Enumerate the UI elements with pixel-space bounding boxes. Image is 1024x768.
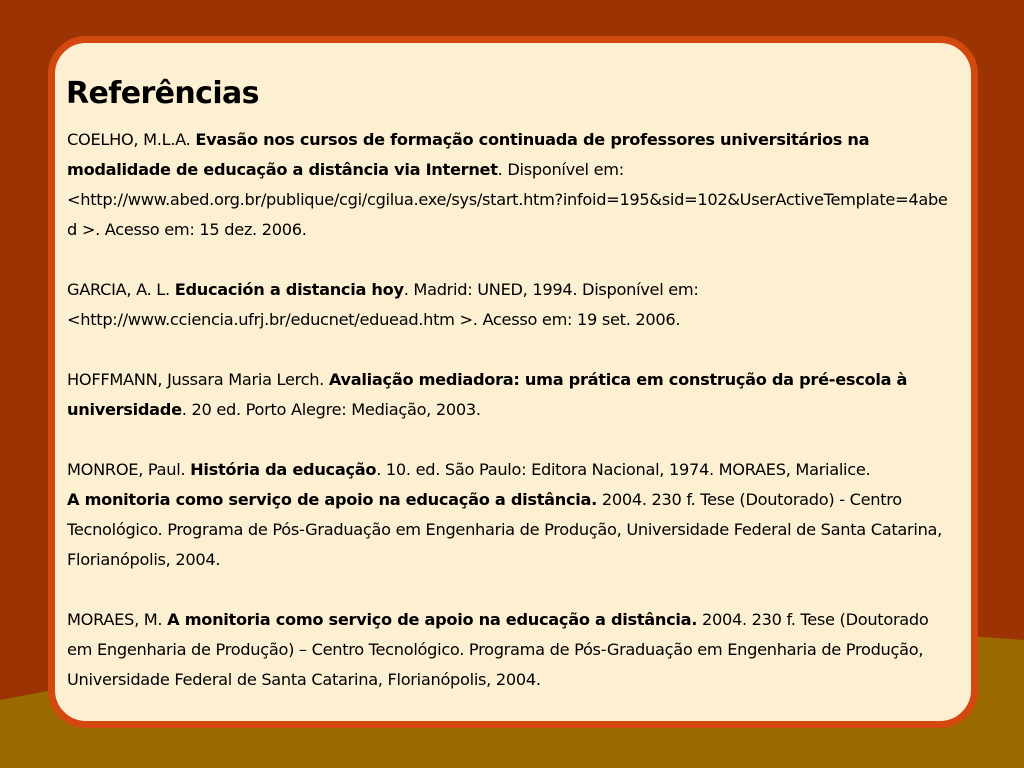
reference-author: GARCIA, A. L. [67, 280, 175, 299]
reference-detail: . Madrid: UNED, 1994. Disponível em: [403, 280, 699, 299]
reference-title: A monitoria como serviço de apoio na educação a distância. [167, 610, 698, 629]
reference-title: Educación a distancia hoy [174, 280, 404, 299]
reference-title: Evasão nos cursos de formação continuada de professores universitários na modalidade de educação a distância via Internet [67, 130, 870, 179]
reference-url: <http://www.cciencia.ufrj.br/educnet/eduead.htm > [67, 310, 473, 329]
reference-hoffmann [67, 365, 957, 425]
reference-author: MORAES, M. [67, 610, 168, 629]
reference-author: MONROE, Paul. [67, 460, 191, 479]
reference-title: História da educação [190, 460, 377, 479]
reference-access: . Acesso em: 15 dez. 2006. [95, 220, 307, 239]
reference-url: <http://www.abed.org.br/publique/cgi/cgilua.exe/sys/start.htm?infoid=195&sid=102&UserActiveTemplate=4abed > [67, 190, 948, 239]
reference-author: HOFFMANN, Jussara Maria Lerch. [67, 370, 329, 389]
reference-author: COELHO, M.L.A. [67, 130, 196, 149]
reference-coelho [67, 125, 957, 245]
reference-access: . Acesso em: 19 set. 2006. [472, 310, 681, 329]
reference-title-secondary: A monitoria como serviço de apoio na educação a distância. [67, 490, 598, 509]
references-list [67, 125, 957, 695]
reference-detail: . 20 ed. Porto Alegre: Mediação, 2003. [181, 400, 481, 419]
reference-detail: . Disponível em: [497, 160, 624, 179]
reference-title: Avaliação mediadora: uma prática em construção da pré-escola à universidade [67, 370, 908, 419]
reference-moraes [67, 605, 957, 695]
reference-monroe [67, 455, 957, 575]
reference-detail: 2004. 230 f. Tese (Doutorado em Engenharia de Produção) – Centro Tecnológico. Programa de Pós-Graduação em Engenharia de Produção, Universidade Federal de Santa Catarina, Florianópolis, 2004. [67, 610, 929, 689]
reference-garcia [67, 275, 957, 335]
slide-title: Referências [66, 76, 259, 111]
reference-detail: . 10. ed. São Paulo: Editora Nacional, 1974. MORAES, Marialice. [376, 460, 871, 479]
reference-detail-secondary: 2004. 230 f. Tese (Doutorado) - Centro Tecnológico. Programa de Pós-Graduação em Engenharia de Produção, Universidade Federal de Santa Catarina, Florianópolis, 2004. [67, 490, 942, 569]
